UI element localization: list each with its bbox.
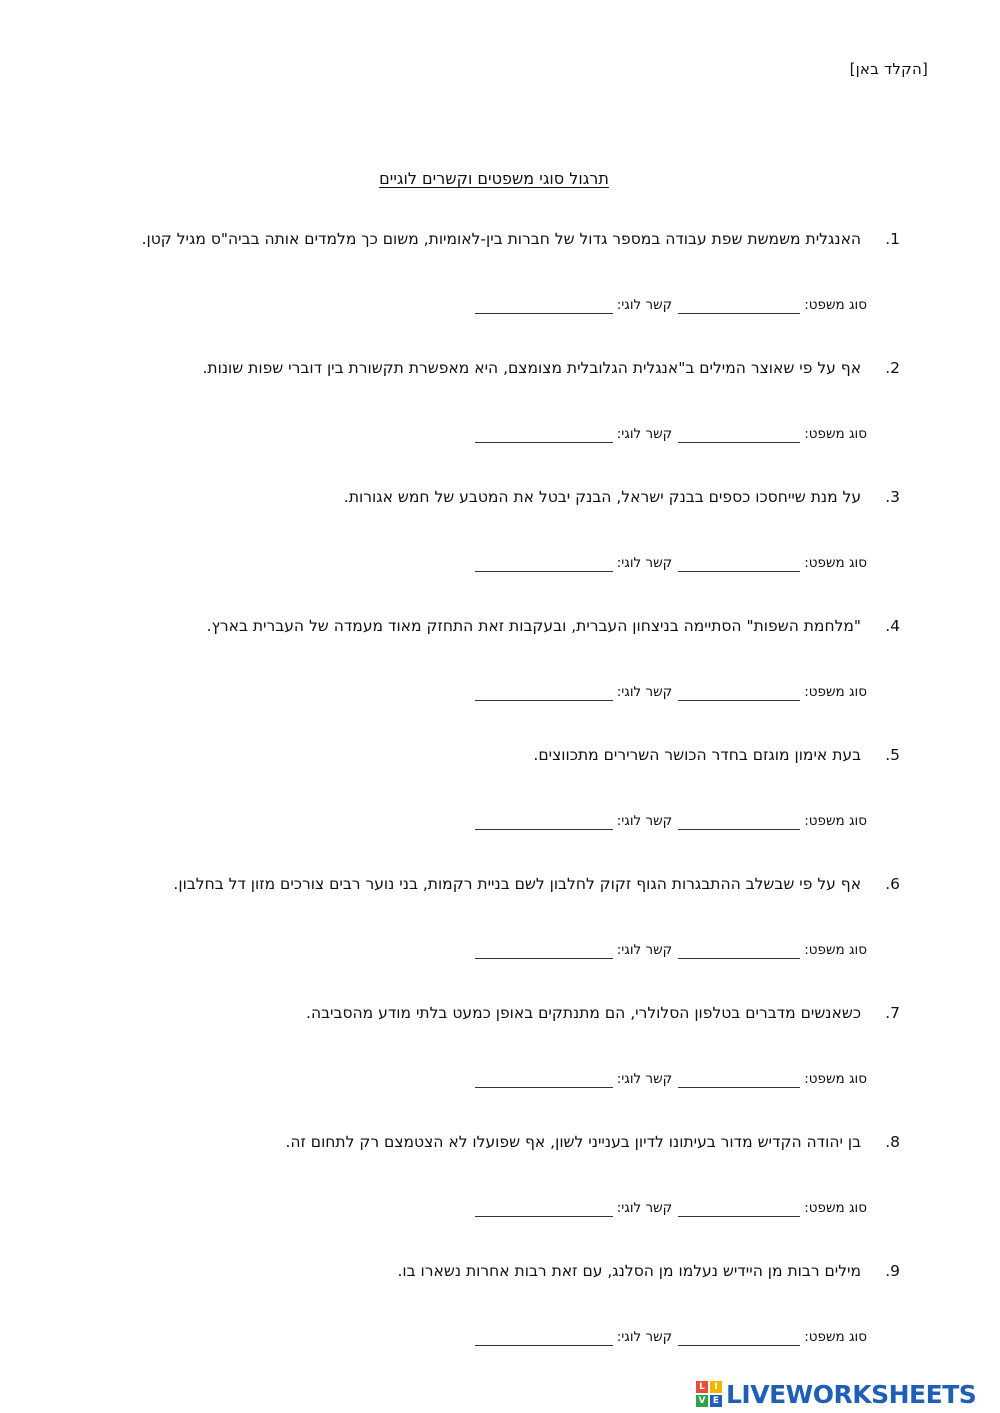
logical-link-blank[interactable]	[475, 815, 613, 830]
logical-link-blank[interactable]	[475, 299, 613, 314]
sentence-type-label: סוג משפט:	[804, 426, 867, 442]
answer-row-1	[475, 296, 867, 314]
question-text: מילים רבות מן היידיש נעלמו מן הסלנג, עם זאת רבות אחרות נשארו בו.	[397, 1262, 862, 1280]
question-1	[100, 229, 900, 249]
question-7	[100, 1003, 900, 1023]
question-number: 5.	[885, 746, 900, 764]
question-number: 1.	[885, 230, 900, 248]
answer-row-3	[475, 554, 867, 572]
sentence-type-label: סוג משפט:	[804, 1329, 867, 1345]
logical-link-label: קשר לוגי:	[616, 555, 673, 571]
question-number: 2.	[885, 359, 900, 377]
sentence-type-label: סוג משפט:	[804, 1200, 867, 1216]
header-placeholder: [הקלד באן]	[849, 60, 928, 78]
answer-row-6	[475, 941, 867, 959]
sentence-type-label: סוג משפט:	[804, 684, 867, 700]
sentence-type-label: סוג משפט:	[804, 813, 867, 829]
question-text: כשאנשים מדברים בטלפון הסלולרי, הם מתנתקים באופן כמעט בלתי מודע מהסביבה.	[306, 1004, 862, 1022]
question-6	[100, 874, 900, 894]
sentence-type-blank[interactable]	[678, 815, 800, 830]
question-text: "מלחמת השפות" הסתיימה בניצחון העברית, ובעקבות זאת התחזק מאוד מעמדה של העברית בארץ.	[206, 617, 862, 635]
question-8	[100, 1132, 900, 1152]
logical-link-label: קשר לוגי:	[616, 297, 673, 313]
question-number: 3.	[885, 488, 900, 506]
logo-letter-i: I	[710, 1381, 722, 1393]
sentence-type-blank[interactable]	[678, 686, 800, 701]
logical-link-label: קשר לוגי:	[616, 942, 673, 958]
logical-link-blank[interactable]	[475, 1202, 613, 1217]
question-9	[100, 1261, 900, 1281]
question-number: 4.	[885, 617, 900, 635]
sentence-type-label: סוג משפט:	[804, 297, 867, 313]
question-text: בעת אימון מוגזם בחדר הכושר השרירים מתכווצים.	[533, 746, 862, 764]
logical-link-blank[interactable]	[475, 557, 613, 572]
sentence-type-blank[interactable]	[678, 557, 800, 572]
answer-row-9	[475, 1328, 867, 1346]
logical-link-label: קשר לוגי:	[616, 1329, 673, 1345]
question-number: 8.	[885, 1133, 900, 1151]
question-text: אף על פי שבשלב ההתבגרות הגוף זקוק לחלבון לשם בניית רקמות, בני נוער רבים צורכים מזון דל בחלבון.	[173, 875, 862, 893]
sentence-type-blank[interactable]	[678, 1331, 800, 1346]
logical-link-blank[interactable]	[475, 1331, 613, 1346]
answer-row-7	[475, 1070, 867, 1088]
sentence-type-label: סוג משפט:	[804, 555, 867, 571]
question-number: 6.	[885, 875, 900, 893]
question-text: אף על פי שאוצר המילים ב"אנגלית הגלובלית מצומצם, היא מאפשרת תקשורת בין דוברי שפות שונות.	[202, 359, 862, 377]
sentence-type-label: סוג משפט:	[804, 1071, 867, 1087]
answer-row-8	[475, 1199, 867, 1217]
logical-link-blank[interactable]	[475, 686, 613, 701]
sentence-type-blank[interactable]	[678, 1073, 800, 1088]
logical-link-label: קשר לוגי:	[616, 1071, 673, 1087]
logical-link-label: קשר לוגי:	[616, 1200, 673, 1216]
question-text: האנגלית משמשת שפת עבודה במספר גדול של חברות בין-לאומיות, משום כך מלמדים אותה בביה"ס מגיל קטן.	[141, 230, 862, 248]
logical-link-label: קשר לוגי:	[616, 684, 673, 700]
logical-link-blank[interactable]	[475, 944, 613, 959]
question-text: בן יהודה הקדיש מדור בעיתונו לדיון בענייני לשון, אף שפועלו לא הצטמצם רק לתחום זה.	[285, 1133, 862, 1151]
logical-link-label: קשר לוגי:	[616, 813, 673, 829]
logo-letter-l: L	[696, 1381, 708, 1393]
sentence-type-label: סוג משפט:	[804, 942, 867, 958]
question-4	[100, 616, 900, 636]
question-number: 9.	[885, 1262, 900, 1280]
sentence-type-blank[interactable]	[678, 428, 800, 443]
liveworksheets-wordmark: LIVEWORKSHEETS	[726, 1379, 977, 1409]
liveworksheets-logo[interactable]	[696, 1378, 976, 1410]
question-number: 7.	[885, 1004, 900, 1022]
answer-row-4	[475, 683, 867, 701]
logical-link-blank[interactable]	[475, 428, 613, 443]
question-3	[100, 487, 900, 507]
answer-row-5	[475, 812, 867, 830]
sentence-type-blank[interactable]	[678, 299, 800, 314]
answer-row-2	[475, 425, 867, 443]
logical-link-label: קשר לוגי:	[616, 426, 673, 442]
logo-letter-e: E	[710, 1395, 722, 1407]
logo-letter-v: V	[696, 1395, 708, 1407]
question-2	[100, 358, 900, 378]
worksheet-title: תרגול סוגי משפטים וקשרים לוגיים	[379, 169, 609, 188]
question-5	[100, 745, 900, 765]
liveworksheets-icon	[696, 1381, 722, 1407]
sentence-type-blank[interactable]	[678, 944, 800, 959]
logical-link-blank[interactable]	[475, 1073, 613, 1088]
question-text: על מנת שייחסכו כספים בבנק ישראל, הבנק יבטל את המטבע של חמש אגורות.	[343, 488, 862, 506]
sentence-type-blank[interactable]	[678, 1202, 800, 1217]
